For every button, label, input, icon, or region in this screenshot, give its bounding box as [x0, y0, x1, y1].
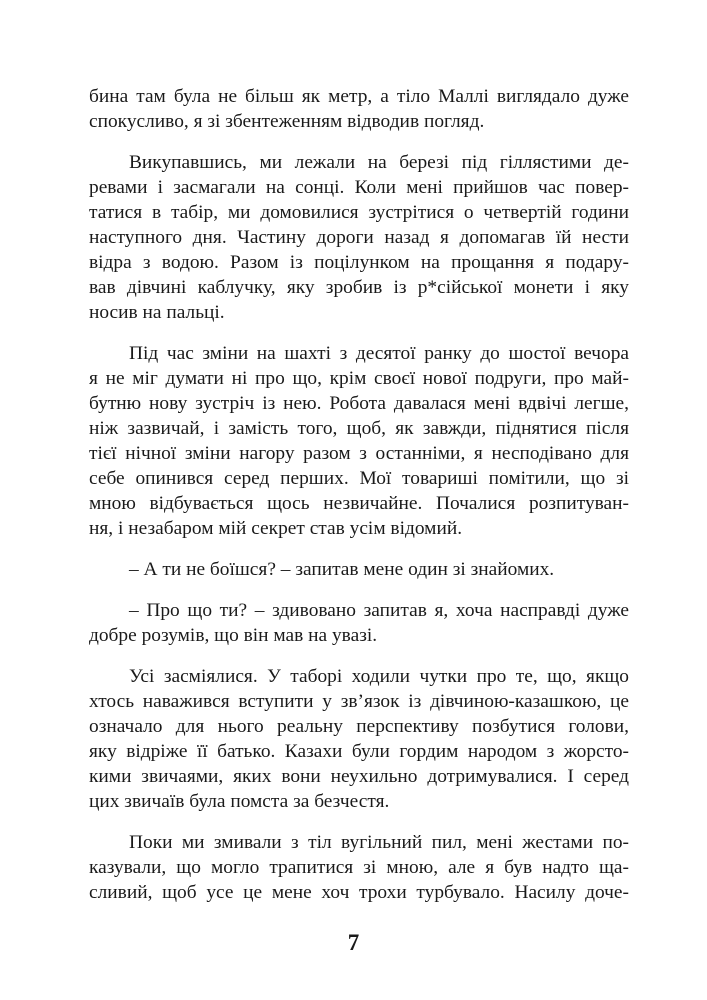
- text-line: бутню нову зустріч із нею. Робота давалася мені вдвічі легше,: [89, 393, 629, 414]
- text-line: відра з водою. Разом із поцілунком на прощання я подару-: [89, 252, 629, 273]
- text-line: татися в табір, ми домовилися зустрітися о четвертій години: [89, 202, 629, 223]
- text-line: означало для нього реальну перспективу позбутися голови,: [89, 716, 629, 737]
- paragraph: [89, 341, 629, 541]
- text-line: Поки ми змивали з тіл вугільний пил, мені жестами по-: [129, 832, 629, 853]
- text-line: тієї нічної зміни нагору разом з останніми, я несподівано для: [89, 443, 629, 464]
- text-line: хтось наважився вступити у зв’язок із дівчиною-казашкою, це: [89, 691, 629, 712]
- text-line: кими звичаями, яких вони неухильно дотримувалися. І серед: [89, 766, 629, 787]
- text-line: ніж зазвичай, і замість того, щоб, як завжди, піднятися після: [89, 418, 629, 439]
- paragraph: [89, 84, 629, 134]
- paragraph: [89, 150, 629, 325]
- text-line: спокусливо, я зі збентеженням відводив погляд.: [89, 111, 485, 132]
- text-line: себе опинився серед перших. Мої товариші помітили, що зі: [89, 468, 629, 489]
- text-line: носив на пальці.: [89, 302, 225, 323]
- text-line: ня, і незабаром мій секрет став усім відомий.: [89, 518, 463, 539]
- text-line: сливий, щоб усе це мене хоч трохи турбувало. Насилу доче-: [89, 882, 629, 903]
- text-line: добре розумів, що він мав на увазі.: [89, 625, 378, 646]
- text-line: яку відріже її батько. Казахи були гордим народом з жорсто-: [89, 741, 629, 762]
- paragraph: [89, 830, 629, 905]
- text-line: Викупавшись, ми лежали на березі під гіллястими де-: [129, 152, 629, 173]
- text-line: вав дівчині каблучку, яку зробив із р*сійської монети і яку: [89, 277, 629, 298]
- text-line: – Про що ти? – здивовано запитав я, хоча насправді дуже: [129, 600, 629, 621]
- text-line: наступного дня. Частину дороги назад я допомагав їй нести: [89, 227, 629, 248]
- text-line: цих звичаїв була помста за безчестя.: [89, 791, 390, 812]
- text-line: казували, що могло трапитися зі мною, але я був надто ща-: [89, 857, 629, 878]
- text-line: Під час зміни на шахті з десятої ранку до шостої вечора: [129, 343, 629, 364]
- text-line: ревами і засмагали на сонці. Коли мені прийшов час повер-: [89, 177, 629, 198]
- text-line: мною відбувається щось незвичайне. Почалися розпитуван-: [89, 493, 629, 514]
- text-line: Усі засміялися. У таборі ходили чутки про те, що, якщо: [129, 666, 629, 687]
- text-line: – А ти не боїшся? – запитав мене один зі знайомих.: [129, 559, 555, 580]
- paragraph: [89, 664, 629, 814]
- text-line: бина там була не більш як метр, а тіло Маллі виглядало дуже: [89, 86, 629, 107]
- text-line: я не міг думати ні про що, крім своєї нової подруги, про май-: [89, 368, 629, 389]
- paragraph: [89, 557, 629, 582]
- body-text: [89, 84, 629, 921]
- page-number: 7: [347, 930, 360, 955]
- paragraph: [89, 598, 629, 648]
